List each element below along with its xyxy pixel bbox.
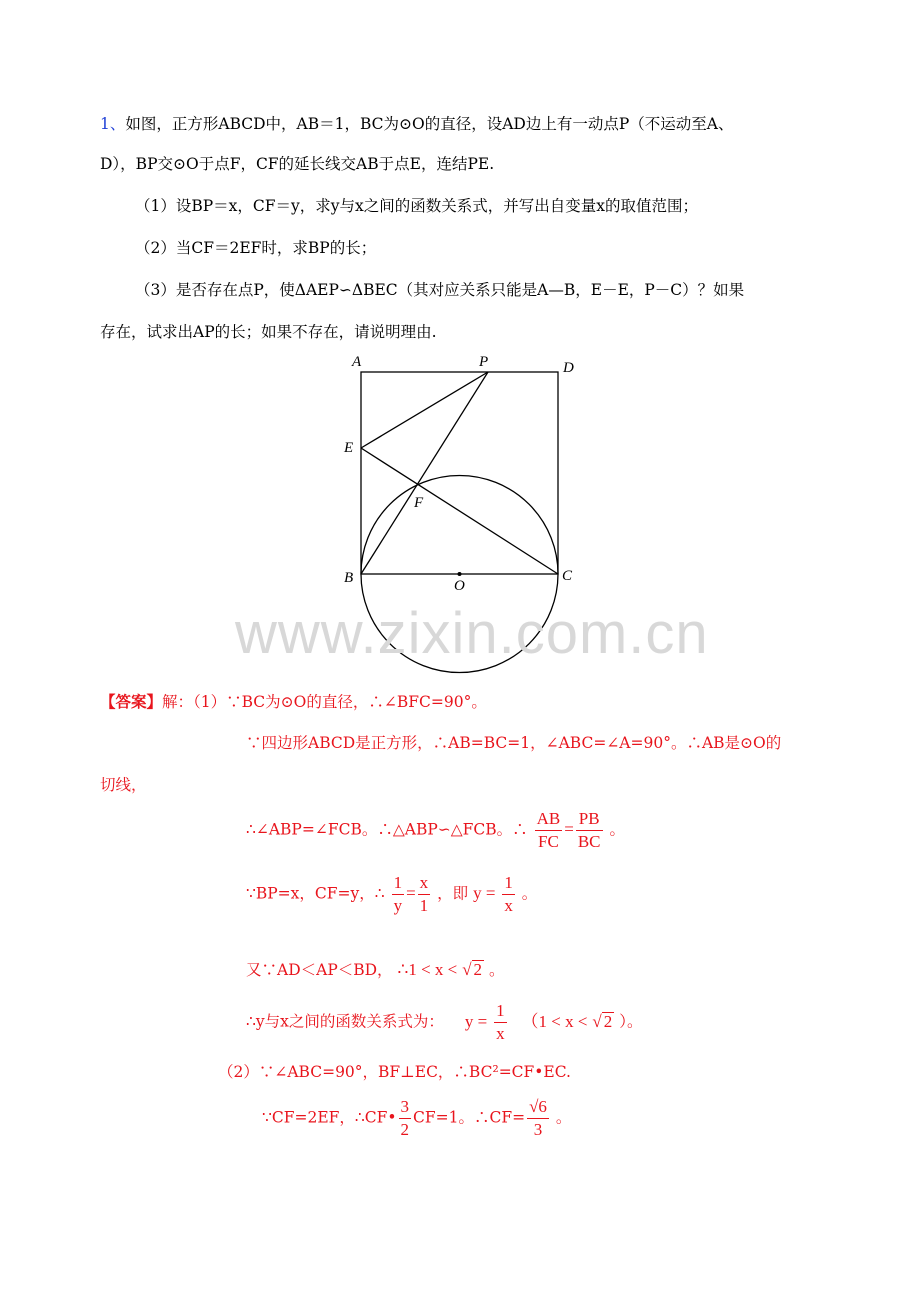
l7-text: ∴y与x之间的函数关系式为： <box>246 1012 444 1031</box>
problem-line-2: D），BP交⊙O于点F，CF的延长线交AB于点E，连结PE. <box>100 155 495 173</box>
question-3-line-1: （3）是否存在点P，使ΔAEP∽ΔBEC（其对应关系只能是A—B，E－E，P－C）？如果 <box>135 281 745 299</box>
label-c: C <box>562 568 573 584</box>
label-a: A <box>352 354 362 370</box>
sqrt-radicand: 2 <box>473 960 483 979</box>
l6-math: ∴1 < x < <box>397 960 458 979</box>
fraction-pb-bc <box>576 808 603 853</box>
sqrt-radicand: 2 <box>603 1011 613 1031</box>
question-2: （2）当CF＝2EF时，求BP的长； <box>135 239 377 257</box>
frac-den: 2 <box>400 1120 410 1139</box>
sqrt-2: √ 2 <box>462 960 483 979</box>
equals-sign: = <box>406 883 416 903</box>
l6-end: 。 <box>488 961 505 979</box>
answer-line-2: ∵四边形ABCD是正方形，∴AB=BC=1，∠ABC=∠A=90°。∴AB是⊙O的 <box>246 734 782 752</box>
label-b: B <box>344 570 354 586</box>
fraction-x-1 <box>418 872 431 917</box>
question-3-line-2: 存在，试求出AP的长；如果不存在，请说明理由. <box>100 323 437 341</box>
problem-line-1 <box>100 112 733 134</box>
fraction-sqrt6-3 <box>527 1096 549 1141</box>
frac-den: 1 <box>419 896 429 915</box>
answer-intro: 解：（1）∵BC为⊙O的直径，∴∠BFC=90°。 <box>162 693 487 711</box>
l9-end: 。 <box>555 1108 572 1127</box>
fraction-1-x <box>502 872 515 917</box>
l7-range: （1 < x < <box>521 1011 588 1031</box>
segment-ec <box>361 448 558 574</box>
problem-number: 1、 <box>100 115 126 133</box>
problem-text-1: 如图，正方形ABCD中，AB＝1，BC为⊙O的直径，设AD边上有一动点P（不运动至A、 <box>125 115 734 133</box>
l7-y: y = <box>464 1011 488 1031</box>
answer-line-3: 切线， <box>100 776 147 794</box>
segment-ep <box>361 372 488 448</box>
fraction-ab-fc <box>535 808 563 853</box>
frac-den: y <box>393 896 403 915</box>
center-point-o <box>458 572 462 576</box>
frac-num: 1 <box>502 872 515 895</box>
label-o: O <box>454 578 465 594</box>
question-1: （1）设BP＝x，CF＝y，求y与x之间的函数关系式，并写出自变量x的取值范围； <box>135 197 699 215</box>
answer-line-9 <box>262 1096 571 1141</box>
frac-num: 1 <box>392 872 405 895</box>
answer-line-5 <box>246 872 537 917</box>
label-p: P <box>479 354 489 370</box>
l5-mid: ，即 <box>437 884 469 903</box>
equals-sign: = <box>564 819 574 839</box>
frac-den: FC <box>538 832 559 851</box>
frac-num: PB <box>576 808 603 831</box>
l9-text: ∵CF=2EF，∴CF• <box>262 1108 397 1127</box>
answer-line-7 <box>246 1000 642 1045</box>
answer-line-1 <box>100 690 487 712</box>
l6-text: 又∵AD＜AP＜BD， <box>246 961 393 979</box>
frac-den: 3 <box>533 1120 543 1139</box>
l5-text: ∵BP=x，CF=y，∴ <box>246 884 385 903</box>
sqrt-2-b: √ 2 <box>592 1011 613 1031</box>
frac-den: BC <box>577 832 601 851</box>
frac-num: √6 <box>527 1096 549 1119</box>
l4-text: ∴∠ABP=∠FCB。∴△ABP∽△FCB。∴ <box>246 820 528 839</box>
l5-end: 。 <box>521 884 538 903</box>
frac-den: x <box>496 1024 505 1043</box>
l9-mid: CF=1。∴CF= <box>413 1108 526 1127</box>
l5-y: y = <box>473 883 496 903</box>
frac-num: 3 <box>399 1096 412 1119</box>
label-e: E <box>344 440 354 456</box>
fraction-1-y <box>392 872 405 917</box>
fraction-3-2 <box>399 1096 412 1141</box>
label-d: D <box>563 360 574 376</box>
answer-line-8: （2）∵∠ABC=90°，BF⊥EC，∴BC²=CF•EC. <box>218 1063 571 1081</box>
l4-end: 。 <box>609 820 625 839</box>
segment-bp <box>361 372 488 574</box>
watermark: www.zixin.com.cn <box>235 601 709 666</box>
fraction-1-x-2 <box>494 1000 507 1045</box>
answer-line-6 <box>246 958 504 980</box>
square-abcd <box>361 372 558 574</box>
frac-num: AB <box>535 808 563 831</box>
l7-end: ）。 <box>619 1012 643 1031</box>
frac-num: x <box>418 872 431 895</box>
frac-den: x <box>504 896 513 915</box>
label-f: F <box>414 495 424 511</box>
answer-tag: 【答案】 <box>100 692 163 711</box>
frac-num: 1 <box>494 1000 507 1023</box>
answer-line-4 <box>246 808 625 853</box>
